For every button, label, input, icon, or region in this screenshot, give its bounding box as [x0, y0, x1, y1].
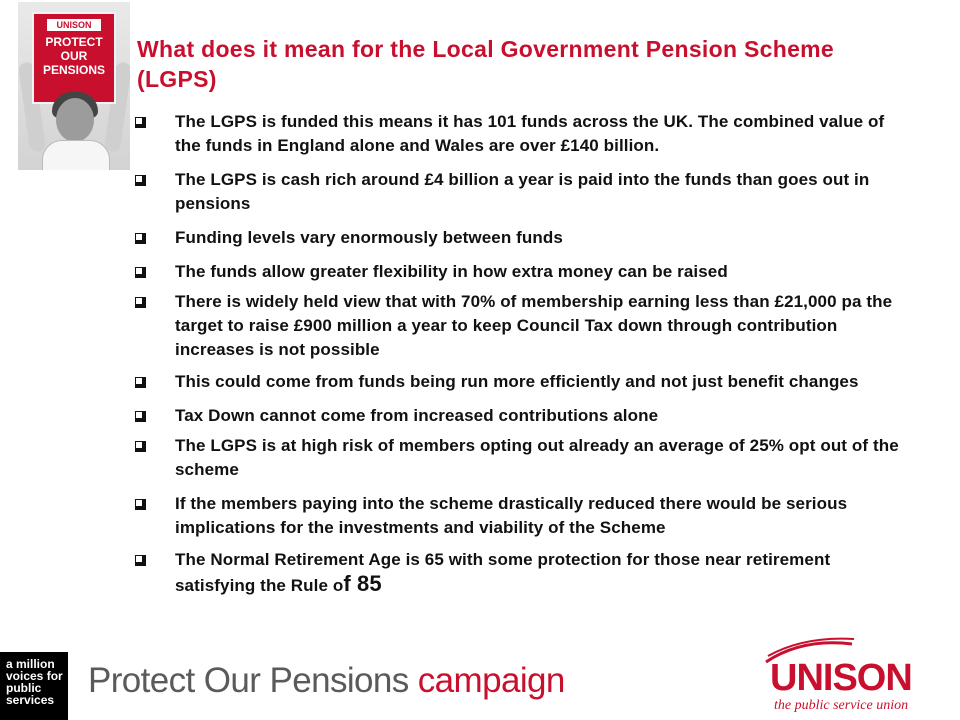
hollow-square-bullet-icon: [135, 411, 146, 422]
hollow-square-bullet-icon: [135, 267, 146, 278]
bullet-item: [132, 434, 907, 482]
bullet-text-tail: f 85: [343, 571, 382, 596]
bullet-item: [132, 226, 907, 250]
placard-slogan: PROTECT OUR PENSIONS: [42, 35, 105, 77]
bullet-item: [132, 548, 907, 598]
bullet-text: Funding levels vary enormously between funds: [175, 228, 563, 247]
bullet-item: [132, 110, 907, 158]
hollow-square-bullet-icon: [135, 117, 146, 128]
protest-placard: [32, 12, 116, 104]
bullet-text: If the members paying into the scheme drastically reduced there would be serious implications for the investments and viability of the Scheme: [175, 494, 848, 537]
bullet-text: The LGPS is cash rich around £4 billion a year is paid into the funds than goes out in pensions: [175, 170, 870, 213]
bullet-item: [132, 168, 907, 216]
campaign-title-part1: Protect Our Pensions: [88, 661, 418, 700]
placard-brand: UNISON: [47, 19, 101, 31]
hollow-square-bullet-icon: [135, 233, 146, 244]
logo-tagline: the public service union: [774, 698, 909, 713]
bullet-item: [132, 260, 907, 284]
bullet-text: The LGPS is at high risk of members opting out already an average of 25% opt out of the scheme: [175, 436, 899, 479]
bullet-text: The LGPS is funded this means it has 101 funds across the UK. The combined value of the funds in England alone and Wales are over £140 billion.: [175, 112, 885, 155]
bullet-item: [132, 290, 907, 362]
hollow-square-bullet-icon: [135, 377, 146, 388]
protest-photo: [18, 2, 130, 170]
bullet-text: There is widely held view that with 70% of membership earning less than £21,000 pa the target to raise £900 million a year to keep Council Tax down through contribution increases is not possible: [175, 292, 893, 359]
bullet-text: Tax Down cannot come from increased contributions alone: [175, 406, 659, 425]
person-head: [56, 98, 94, 142]
bullet-text: The funds allow greater flexibility in how extra money can be raised: [175, 262, 728, 281]
bullet-list: [132, 110, 907, 598]
bullet-text: The Normal Retirement Age is 65 with some protection for those near retirement satisfying the Rule o: [175, 550, 831, 595]
bullet-item: [132, 404, 907, 428]
hollow-square-bullet-icon: [135, 441, 146, 452]
bullet-item: [132, 492, 907, 540]
person-body: [42, 140, 110, 170]
unison-logo: [762, 636, 954, 716]
hollow-square-bullet-icon: [135, 175, 146, 186]
campaign-banner: [88, 659, 565, 703]
hollow-square-bullet-icon: [135, 297, 146, 308]
logo-word: UNISON: [770, 657, 912, 699]
hollow-square-bullet-icon: [135, 499, 146, 510]
million-voices-badge: a million voices for public services: [0, 652, 68, 720]
hollow-square-bullet-icon: [135, 555, 146, 566]
campaign-title-part2: campaign: [417, 661, 565, 700]
bullet-text: This could come from funds being run more efficiently and not just benefit changes: [175, 372, 859, 391]
slide-title: What does it mean for the Local Government Pension Scheme (LGPS): [137, 36, 835, 92]
bullet-item: [132, 370, 907, 394]
